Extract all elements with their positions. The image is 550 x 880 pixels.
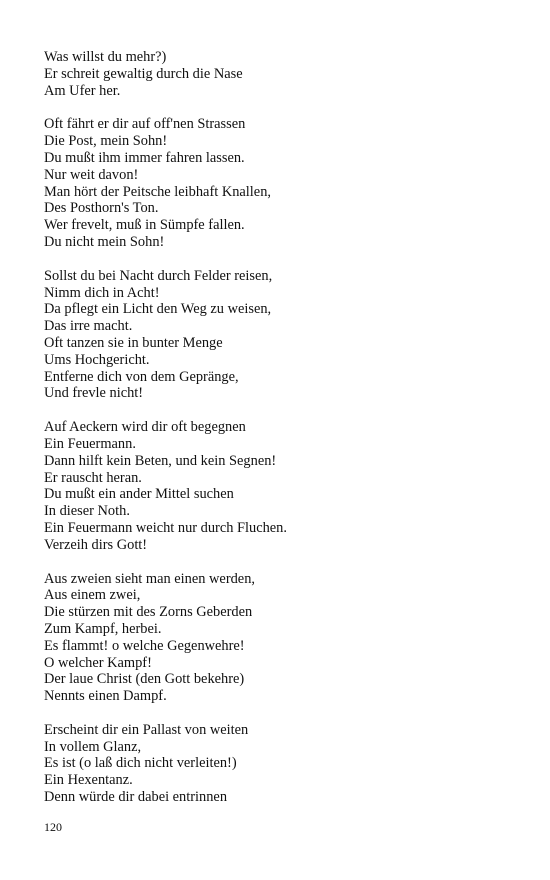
verse-line: Es flammt! o welche Gegenwehre! (44, 637, 245, 654)
verse-line: Es ist (o laß dich nicht verleiten!) (44, 755, 237, 772)
verse-line: Du mußt ihm immer fahren lassen. (44, 149, 245, 166)
verse-line: Nur weit davon! (44, 166, 139, 183)
stanza (44, 268, 514, 402)
page-number: 120 (44, 820, 62, 834)
verse-line: Am Ufer her. (44, 82, 121, 99)
verse-line: Zum Kampf, herbei. (44, 620, 162, 637)
verse-line: Ein Feuermann weicht nur durch Fluchen. (44, 519, 287, 536)
verse-line: Auf Aeckern wird dir oft begegnen (44, 419, 246, 436)
verse-line: Aus zweien sieht man einen werden, (44, 570, 255, 587)
verse-line: Oft tanzen sie in bunter Menge (44, 334, 223, 351)
verse-line: Nimm dich in Acht! (44, 284, 160, 301)
stanza (44, 571, 514, 705)
verse-line: Man hört der Peitsche leibhaft Knallen, (44, 183, 271, 200)
verse-line: O welcher Kampf! (44, 654, 152, 671)
verse-line: Und frevle nicht! (44, 385, 144, 402)
verse-line: Ums Hochgericht. (44, 351, 150, 368)
verse-line: Er rauscht heran. (44, 469, 142, 486)
verse-line: Erscheint dir ein Pallast von weiten (44, 721, 249, 738)
verse-line: Oft fährt er dir auf off'nen Strassen (44, 116, 246, 133)
verse-line: Da pflegt ein Licht den Weg zu weisen, (44, 301, 272, 318)
stanza (44, 419, 514, 553)
poem-body (44, 49, 514, 823)
verse-line: Nennts einen Dampf. (44, 688, 167, 705)
verse-line: Dann hilft kein Beten, und kein Segnen! (44, 452, 277, 469)
stanza (44, 722, 514, 806)
verse-line: Des Posthorn's Ton. (44, 200, 159, 217)
verse-line: Denn würde dir dabei entrinnen (44, 789, 228, 806)
verse-line: Die stürzen mit des Zorns Geberden (44, 604, 253, 621)
verse-line: Das irre macht. (44, 318, 133, 335)
verse-line: Wer frevelt, muß in Sümpfe fallen. (44, 217, 245, 234)
verse-line: Du mußt ein ander Mittel suchen (44, 486, 234, 503)
verse-line: Ein Feuermann. (44, 435, 136, 452)
verse-line: Entferne dich von dem Gepränge, (44, 368, 239, 385)
verse-line: Der laue Christ (den Gott bekehre) (44, 671, 245, 688)
stanza (44, 116, 514, 250)
verse-line: In vollem Glanz, (44, 738, 142, 755)
verse-line: Er schreit gewaltig durch die Nase (44, 65, 243, 82)
verse-line: Was willst du mehr?) (44, 49, 167, 65)
verse-line: Verzeih dirs Gott! (44, 536, 148, 553)
verse-line: Aus einem zwei, (44, 587, 141, 604)
verse-line: Sollst du bei Nacht durch Felder reisen, (44, 267, 273, 284)
stanza (44, 49, 514, 99)
verse-line: Du nicht mein Sohn! (44, 233, 165, 250)
verse-line: Die Post, mein Sohn! (44, 133, 168, 150)
verse-line: In dieser Noth. (44, 503, 130, 520)
verse-line: Ein Hexentanz. (44, 772, 133, 789)
